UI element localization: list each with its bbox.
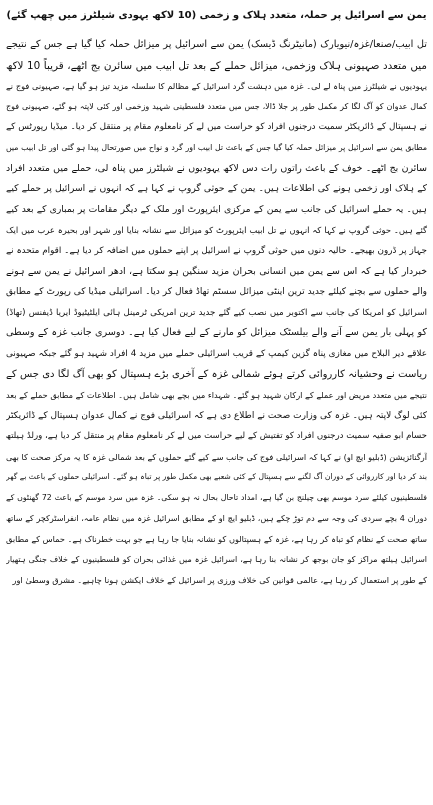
article-body-line: اسرائیل ہیلتھ مراکز کو جان بوجھ کر نشانہ بنا رہا ہے، اسرائیل غزہ میں غذائی بحران کو فلسطینیوں کے خلاف جنگی ہتھیار	[6, 554, 427, 564]
article-body-line: ساتھ صحت کے نظام کو تباہ کر رہا ہے، غزہ کے ہسپتالوں کو نشانہ بنایا جا رہا ہے جو بہت خطرناک ہے۔ حماس کے مطابق	[6, 534, 427, 545]
article-body-line: خبردار کیا ہے کہ اس سے یمن میں انسانی بحران مزید سنگین ہو سکتا ہے، ادھر اسرائیل نے یمن سے ہونے	[6, 265, 427, 277]
article-body-line: میں متعدد صہیونی ہلاک وزخمی، میزائل حملے کے بعد تل ابیب میں سائرن بج اٹھے، قریباً 10 لاکھ	[6, 59, 427, 72]
article-body-line: جہاز پر ڈرون بھیجے۔ حالیہ دنوں میں حوثی گروپ نے اسرائیل پر اپنے حملوں میں اضافہ کر دیا ہے۔ اقوام متحدہ نے	[6, 245, 427, 256]
article-body-line: کے ہلاک اور زخمی ہونے کی اطلاعات ہیں۔ یمن کے حوثی گروپ نے کہا ہے کہ انہوں نے اسرائیل پر حملے کیے	[6, 183, 427, 195]
article-body-line: سائرن بج اٹھے۔ خوف کے باعث راتوں رات دس لاکھ یہودیوں نے شیلٹرز میں پناہ لی، حملے میں متعدد افراد	[6, 162, 427, 174]
article-body-line: کو پہلی بار یمن سے آنے والے بیلسٹک میزائل کو مارنے کے لیے فعال کیا ہے۔ دوسری جانب غزہ کے وسطی	[6, 327, 427, 339]
article-body-line: فلسطینیوں کیلئے سرد موسم بھی چیلنج بن گیا ہے، امداد تاحال بحال نہ ہو سکی۔ غزہ میں سرد موسم کے باعث 72 گھنٹوں کے	[6, 493, 427, 503]
article-body-line: علاقے دیر البلاح میں مغازی پناہ گزین کیمپ کے قریب اسرائیلی حملے میں مزید 4 افراد شہید ہو گئے جبکہ صہیونی	[6, 348, 427, 359]
article-body-line: نتیجے میں متعدد مریض اور عملے کے ارکان شہید ہو گئے۔ شہداء میں بچے بھی شامل ہیں۔ اطلاعات کے مطابق حملے کے بعد	[6, 390, 427, 401]
article-body-line: والے حملوں سے بچنے کیلئے جدید ترین اینٹی میزائل سسٹم تھاڈ فعال کر دیا۔ اسرائیلی میڈیا کی رپورٹ کے مطابق	[6, 287, 427, 298]
article-body-line: ریاست نے وحشیانہ کارروائی کرتے ہوئے شمالی غزہ کے آخری بڑے ہسپتال کو بھی آگ لگا دی جس کے	[6, 368, 427, 380]
article-body-line: تل ابیب/صنعا/غزہ/نیویارک (مانیٹرنگ ڈیسک) یمن سے اسرائیل پر میزائل حملہ کیا گیا ہے جس کے نتیجے	[6, 39, 427, 50]
article-body-line: مطابق یمن سے اسرائیل پر میزائل حملہ کیا گیا جس کے باعث تل ابیب اور گرد و نواح میں صورتحال پیدا ہو گئی اور تل ابیب میں	[6, 142, 427, 152]
article-body-line: نے ہسپتال کے ڈائریکٹر سمیت درجنوں افراد کو حراست میں لے کر نامعلوم مقام پر منتقل کر دیا۔ میڈیا رپورٹس کے	[6, 122, 427, 133]
article-body-line: کے طور پر استعمال کر رہا ہے، عالمی قوانین کی خلاف ورزی پر اسرائیل کے خلاف ایکشن ہونا چاہیے۔ مشرق وسطیٰ اور	[12, 575, 427, 586]
article-body-line: گئے ہیں۔ حوثی گروپ نے کہا کہ انہوں نے تل ابیب ایئرپورٹ کو میزائل سے نشانہ بنایا اور شہر اور بحیرہ عرب میں ایک	[6, 225, 427, 236]
article-body-line: یہودیوں نے شیلٹرز میں پناہ لے لی۔ غزہ میں دہشت گرد اسرائیل کے مظالم کا سلسلہ مزید تیز ہو گیا ہے، صہیونی فوج نے	[6, 81, 427, 92]
article-body-line: دوران 4 بچے سردی کی وجہ سے دم توڑ چکے ہیں، ڈبلیو ایچ او کے مطابق اسرائیل غزہ میں نظام عامہ، انفراسٹرکچر کے ساتھ	[6, 513, 427, 523]
article-body-line: کمال عدوان کو آگ لگا کر مکمل طور پر جلا ڈالا، جس میں متعدد فلسطینی شہید وزخمی اور کئی لاپتہ ہو گئے، صہیونی فوج	[6, 101, 427, 111]
article-body-line: ہیں۔ یہ حملے اسرائیل کی جانب سے یمن کے مرکزی ایئرپورٹ اور ملک کے دیگر مقامات پر بمباری کے بعد کیے	[6, 203, 427, 215]
article-body-line: حسام ابو صفیہ سمیت درجنوں افراد کو تفتیش کے لیے حراست میں لے کر نامعلوم مقام پر منتقل کر دیا ہے، ورلڈ ہیلتھ	[6, 431, 427, 442]
article-body-line: بند کر دیا اور کارروائی کے دوران آگ لگنے سے ہسپتال کے کئی شعبے بھی مکمل طور پر تباہ ہو گئے۔ اسرائیلی حملوں کے باعث بے گھر	[6, 472, 427, 482]
article-body-line: آرگنائزیشن (ڈبلیو ایچ او) نے کہا کہ اسرائیلی فوج کی جانب سے کیے گئے حملوں کے بعد شمالی غزہ کا یہ مرکز صحت کا بھی	[6, 451, 427, 462]
article-headline: یمن سے اسرائیل پر حملہ، متعدد ہلاک و زخمی (10 لاکھ یہودی شیلٹرز میں چھپ گئے)	[6, 10, 427, 21]
article-body-line: کئی لوگ لاپتہ ہیں۔ غزہ کی وزارت صحت نے اطلاع دی ہے کہ اسرائیلی فوج نے کمال عدوان ہسپتال کے ڈائریکٹر	[6, 410, 427, 421]
article-body	[6, 35, 427, 591]
article-body-line: اسرائیل کو امریکا کی جانب سے اکتوبر میں نصب کیے گئے جدید ترین امریکی ٹرمینل ہائی ایلٹیٹیوڈ ایریا ڈیفنس (تھاڈ)	[6, 307, 427, 318]
